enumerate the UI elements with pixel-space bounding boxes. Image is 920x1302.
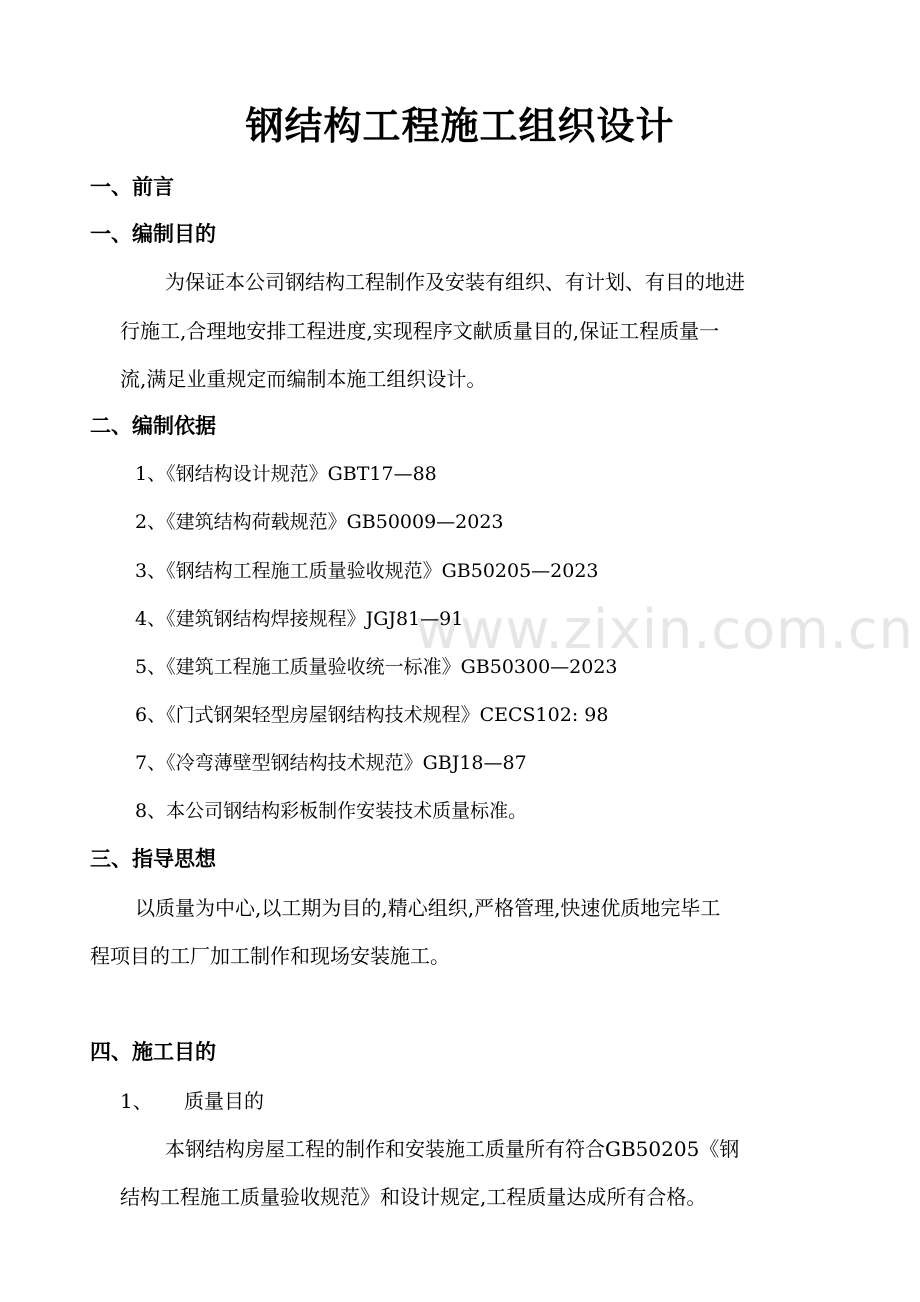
- section-heading-purpose: 一、编制目的: [90, 222, 216, 246]
- purpose-line-1: 为保证本公司钢结构工程制作及安装有组织、有计划、有目的地进: [165, 270, 745, 294]
- purpose-line-3: 流,满足业重规定而编制本施工组织设计。: [120, 367, 487, 391]
- purpose-line-2: 行施工,合理地安排工程进度,实现程序文献质量目的,保证工程质量一: [120, 319, 720, 343]
- goals-subheading: [120, 1086, 264, 1116]
- basis-item-4: 4、《建筑钢结构焊接规程》JGJ81—91: [135, 608, 464, 630]
- basis-item-7: 7、《冷弯薄壁型钢结构技术规范》GBJ18—87: [135, 752, 527, 774]
- basis-item-3: 3、《钢结构工程施工质量验收规范》GB50205—2023: [135, 560, 599, 582]
- goals-line-1: 本钢结构房屋工程的制作和安装施工质量所有符合GB50205《钢: [165, 1137, 740, 1161]
- section-heading-guidance: 三、指导思想: [90, 847, 216, 871]
- section-heading-preface: 一、前言: [90, 175, 174, 199]
- basis-item-2: 2、《建筑结构荷载规范》GB50009—2023: [135, 511, 504, 533]
- goals-sub-number: 1、: [120, 1089, 153, 1113]
- section-heading-basis: 二、编制依据: [90, 414, 216, 438]
- section-heading-goals: 四、施工目的: [90, 1040, 216, 1064]
- goals-line-2: 结构工程施工质量验收规范》和设计规定,工程质量达成所有合格。: [120, 1185, 707, 1209]
- basis-item-6: 6、《门式钢架轻型房屋钢结构技术规程》CECS102: 98: [135, 704, 609, 726]
- document-title: 钢结构工程施工组织设计: [245, 104, 675, 148]
- guidance-line-2: 程项目的工厂加工制作和现场安装施工。: [90, 944, 450, 968]
- watermark: www.zixin.com.cn: [415, 598, 914, 661]
- goals-sub-title: 质量目的: [184, 1089, 264, 1113]
- guidance-line-1: 以质量为中心,以工期为目的,精心组织,严格管理,快速优质地完毕工: [135, 896, 721, 920]
- basis-item-1: 1、《钢结构设计规范》GBT17—88: [135, 463, 437, 485]
- basis-item-8: 8、本公司钢结构彩板制作安装技术质量标准。: [135, 800, 528, 822]
- basis-item-5: 5、《建筑工程施工质量验收统一标准》GB50300—2023: [135, 656, 618, 678]
